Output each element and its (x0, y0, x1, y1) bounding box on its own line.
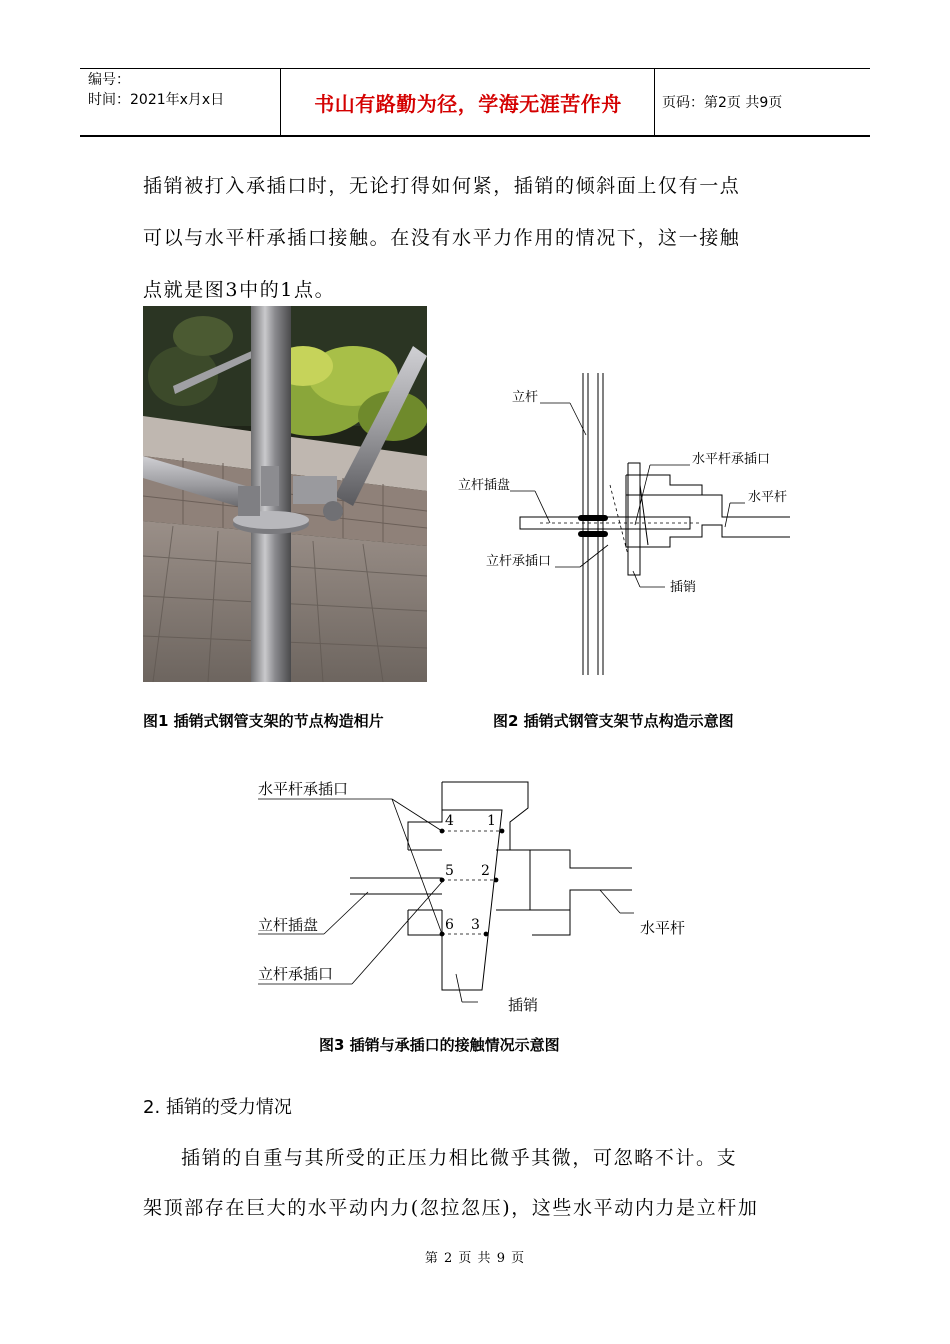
point-label-1: 1 (487, 813, 496, 829)
label-socket-v: 立杆承插口 (486, 554, 552, 569)
paragraph-line: 插销被打入承插口时，无论打得如何紧，插销的倾斜面上仅有一点 (143, 175, 741, 197)
paragraph-line: 可以与水平杆承插口接触。在没有水平力作用的情况下，这一接触 (143, 227, 741, 249)
contact-point-2 (494, 878, 499, 883)
label-socket-h: 水平杆承插口 (258, 780, 349, 798)
paragraph-line: 点就是图3中的1点。 (143, 279, 336, 301)
label-pin: 插销 (670, 580, 697, 595)
caption-figure2: 图2 插销式钢管支架节点构造示意图 (493, 712, 734, 730)
document-time: 时间：2021年x月x日 (88, 92, 225, 108)
label-disk: 立杆插盘 (458, 478, 511, 493)
contact-point-5 (440, 878, 445, 883)
label-disk: 立杆插盘 (258, 916, 319, 934)
paragraph-line: 架顶部存在巨大的水平动内力(忽拉忽压)，这些水平动内力是立杆加 (143, 1197, 759, 1219)
header-top-rule (80, 68, 870, 69)
joint-schematic (440, 365, 810, 685)
header-motto: 书山有路勤为径，学海无涯苦作舟 (314, 92, 622, 116)
point-label-3: 3 (471, 917, 480, 933)
label-hbar: 水平杆 (748, 490, 788, 505)
clamp-band-upper (578, 515, 608, 521)
page-footer: 第 2 页 共 9 页 (424, 1251, 526, 1266)
point-label-5: 5 (445, 863, 454, 879)
point-label-6: 6 (445, 917, 454, 933)
figure2-diagram (440, 365, 810, 685)
document-number: 编号： (88, 72, 130, 88)
point-label-4: 4 (445, 813, 454, 829)
header-bottom-rule (80, 135, 870, 137)
label-pin: 插销 (508, 996, 539, 1014)
paragraph-line: 插销的自重与其所受的正压力相比微乎其微，可忽略不计。支 (181, 1147, 738, 1169)
label-socket-h: 水平杆承插口 (692, 452, 771, 467)
label-pole: 立杆 (512, 390, 539, 405)
section-heading: 2. 插销的受力情况 (143, 1097, 292, 1118)
contact-point-6 (440, 932, 445, 937)
figure1-photo (143, 306, 427, 682)
header-page-info: 页码：第2页 共9页 (662, 95, 783, 111)
contact-point-3 (484, 932, 489, 937)
label-hbar: 水平杆 (640, 919, 686, 937)
header-meta (88, 70, 224, 110)
contact-point-4 (440, 829, 445, 834)
point-label-2: 2 (481, 863, 490, 879)
caption-figure1: 图1 插销式钢管支架的节点构造相片 (143, 712, 384, 730)
paragraph-force (143, 1140, 808, 1226)
figure3-diagram (250, 770, 710, 1020)
caption-figure3: 图3 插销与承插口的接触情况示意图 (319, 1036, 560, 1054)
header-divider-right (654, 68, 655, 136)
contact-point-1 (500, 829, 505, 834)
label-socket-v: 立杆承插口 (258, 965, 334, 983)
contact-schematic (250, 770, 710, 1020)
header-divider-left (280, 68, 281, 136)
scaffold-joint-photo (143, 306, 427, 682)
paragraph-intro (143, 168, 808, 308)
clamp-band-lower (578, 531, 608, 537)
